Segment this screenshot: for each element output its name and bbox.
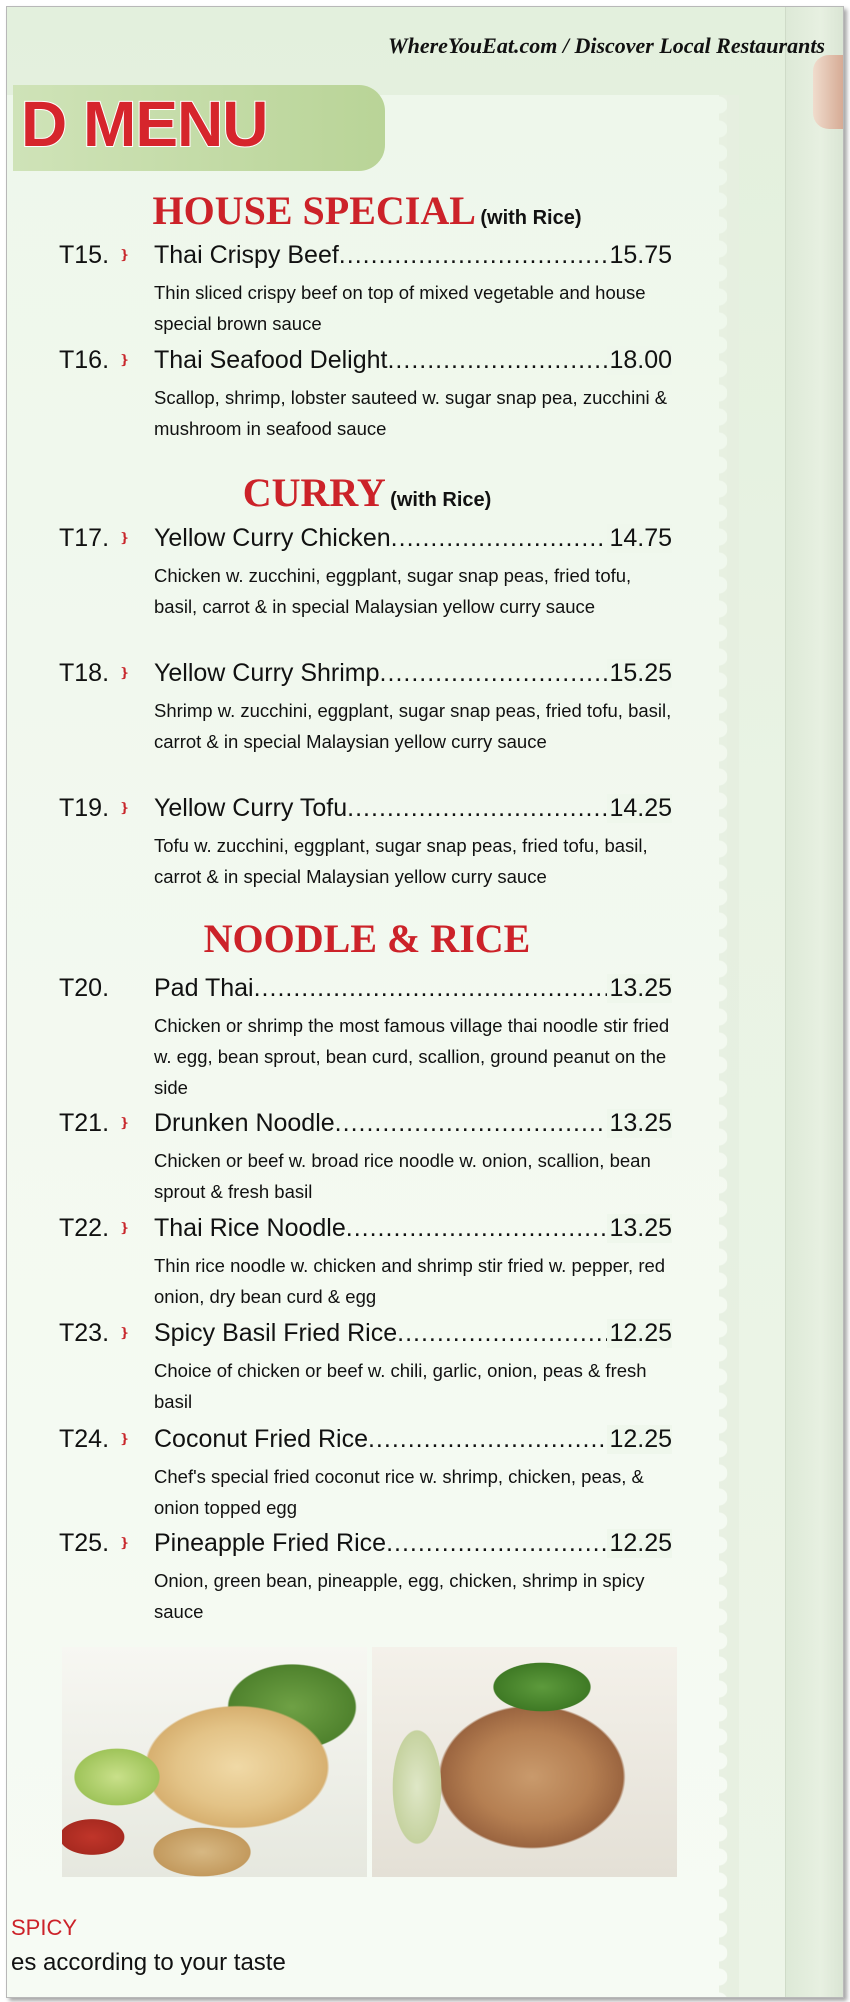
item-price: 18.00: [609, 346, 672, 374]
chili-icon: ❵: [119, 1115, 130, 1130]
chili-icon: ❵: [119, 1535, 130, 1550]
item-price: 14.25: [609, 794, 672, 822]
item-name: Thai Crispy Beef: [154, 241, 339, 269]
item-price: 13.25: [609, 1214, 672, 1242]
fried-rice-photo: [372, 1647, 677, 1877]
item-code: T22.: [59, 1214, 110, 1242]
item-description: Thin rice noodle w. chicken and shrimp stir fried w. pepper, red onion, dry bean curd & egg: [154, 1255, 666, 1307]
item-description: Chef's special fried coconut rice w. shrimp, chicken, peas, & onion topped egg: [154, 1466, 644, 1518]
item-name-line: [154, 659, 672, 688]
item-description: Tofu w. zucchini, eggplant, sugar snap peas, fried tofu, basil, carrot & in special Malaysian yellow curry sauce: [154, 835, 648, 887]
item-description: Chicken or shrimp the most famous village thai noodle stir fried w. egg, bean sprout, bean curd, scallion, ground peanut on the side: [154, 1015, 670, 1098]
chili-icon: ❵: [119, 800, 130, 815]
item-name-line: [154, 1214, 672, 1243]
watermark: WhereYouEat.com / Discover Local Restaurants: [388, 33, 825, 58]
chili-icon: ❵: [119, 1220, 130, 1235]
chili-icon: ❵: [119, 665, 130, 680]
menu-page: [6, 6, 844, 1998]
item-name-line: [154, 346, 672, 375]
item-price: 12.25: [609, 1425, 672, 1453]
section-curry: [7, 469, 727, 516]
item-description: Choice of chicken or beef w. chili, garlic, onion, peas & fresh basil: [154, 1360, 647, 1412]
item-code: T25.: [59, 1529, 110, 1557]
item-code: T19.: [59, 794, 110, 822]
item-description: Scallop, shrimp, lobster sauteed w. sugar snap pea, zucchini & mushroom in seafood sauce: [154, 387, 668, 439]
item-name: Yellow Curry Shrimp: [154, 659, 380, 687]
menu-banner: [13, 85, 385, 171]
fold-tab: [813, 55, 843, 129]
section-title: CURRY: [242, 470, 386, 515]
chili-icon: ❵: [119, 530, 130, 545]
item-description: Chicken or beef w. broad rice noodle w. onion, scallion, bean sprout & fresh basil: [154, 1150, 651, 1202]
item-description: Thin sliced crispy beef on top of mixed vegetable and house special brown sauce: [154, 282, 646, 334]
section-note: (with Rice): [390, 489, 492, 511]
section-house-special: [7, 187, 727, 234]
item-price: 13.25: [609, 974, 672, 1002]
item-price: 12.25: [609, 1319, 672, 1347]
item-name: Drunken Noodle: [154, 1109, 335, 1137]
item-code: T16.: [59, 346, 110, 374]
item-code: T17.: [59, 524, 110, 552]
chili-icon: ❵: [119, 247, 130, 262]
taste-note: es according to your taste: [11, 1949, 286, 1976]
item-name-line: [154, 524, 672, 553]
item-description: Onion, green bean, pineapple, egg, chicken, shrimp in spicy sauce: [154, 1570, 645, 1622]
item-price: 15.25: [609, 659, 672, 687]
item-name: Thai Seafood Delight: [154, 346, 388, 374]
item-code: T21.: [59, 1109, 110, 1137]
item-name-line: [154, 1529, 672, 1558]
item-code: T18.: [59, 659, 110, 687]
menu-banner-title: D MENU: [21, 88, 268, 160]
item-price: 15.75: [609, 241, 672, 269]
item-description: Shrimp w. zucchini, eggplant, sugar snap peas, fried tofu, basil, carrot & in special Malaysian yellow curry sauce: [154, 700, 672, 752]
spicy-legend: SPICY: [11, 1915, 78, 1940]
menu-fold: [785, 7, 844, 1997]
item-name-line: [154, 1425, 672, 1454]
item-name: Pad Thai: [154, 974, 254, 1002]
item-name: Coconut Fried Rice: [154, 1425, 368, 1453]
item-code: T15.: [59, 241, 110, 269]
chili-icon: ❵: [119, 1325, 130, 1340]
chili-icon: ❵: [119, 1431, 130, 1446]
chili-icon: ❵: [119, 352, 130, 367]
item-name-line: [154, 974, 672, 1003]
section-note: (with Rice): [480, 207, 582, 229]
section-title: HOUSE SPECIAL: [152, 188, 476, 233]
item-code: T23.: [59, 1319, 110, 1347]
item-description: Chicken w. zucchini, eggplant, sugar snap peas, fried tofu, basil, carrot & in special Malaysian yellow curry sauce: [154, 565, 632, 617]
scalloped-edge: [719, 95, 739, 1997]
item-name: Pineapple Fried Rice: [154, 1529, 387, 1557]
item-code: T24.: [59, 1425, 110, 1453]
item-price: 14.75: [609, 524, 672, 552]
item-name: Yellow Curry Chicken: [154, 524, 391, 552]
item-code: T20.: [59, 974, 110, 1002]
section-title: NOODLE & RICE: [203, 916, 531, 961]
item-name: Spicy Basil Fried Rice: [154, 1319, 398, 1347]
item-name: Thai Rice Noodle: [154, 1214, 346, 1242]
item-name-line: [154, 241, 672, 270]
food-photos: [62, 1647, 677, 1877]
item-price: 12.25: [609, 1529, 672, 1557]
item-name-line: [154, 1109, 672, 1138]
item-name-line: [154, 1319, 672, 1348]
item-price: 13.25: [609, 1109, 672, 1137]
item-name: Yellow Curry Tofu: [154, 794, 348, 822]
section-noodle-rice: [7, 915, 727, 962]
pad-thai-photo: [62, 1647, 367, 1877]
item-name-line: [154, 794, 672, 823]
